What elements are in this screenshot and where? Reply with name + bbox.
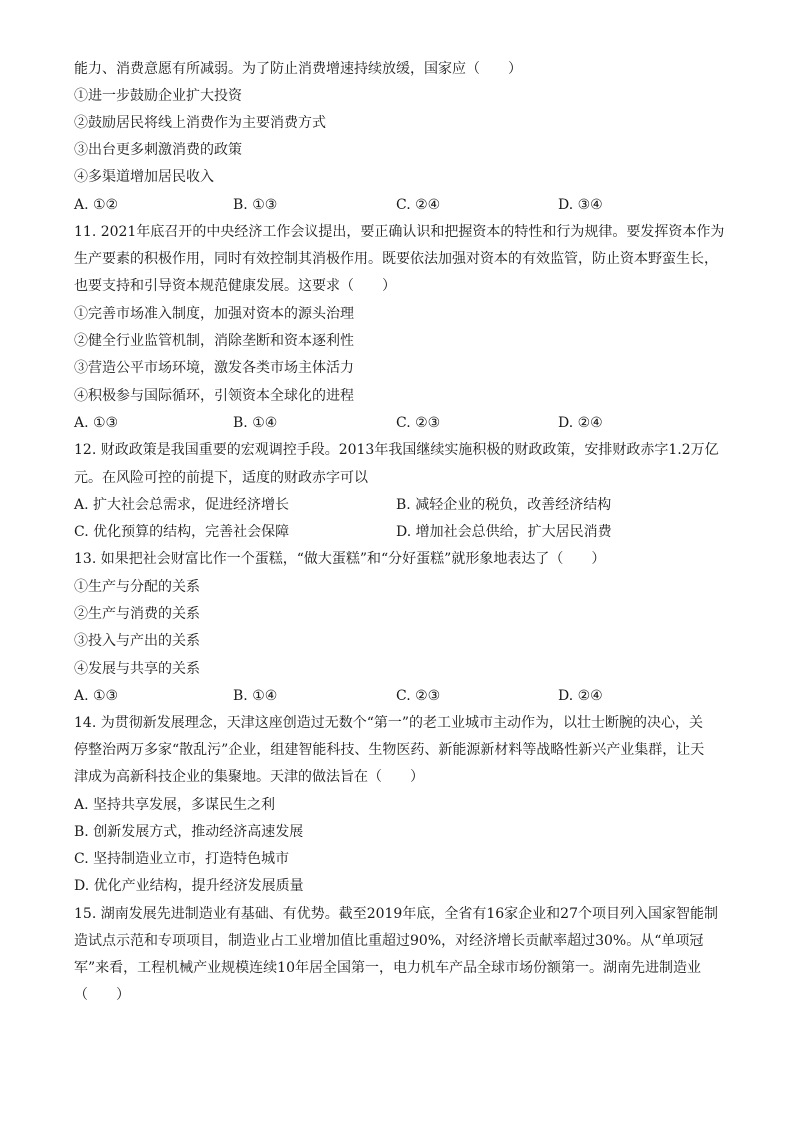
q10-item-3: ③出台更多刺激消费的政策	[74, 142, 242, 158]
q11-stem-line-1: 11. 2021年底召开的中央经济工作会议提出，要正确认识和把握资本的特性和行为规律。要发挥资本作为	[74, 224, 724, 240]
q12-option-a: A. 扩大社会总需求，促进经济增长	[74, 497, 290, 513]
q10-option-a: A. ①②	[74, 197, 119, 213]
q11-option-a: A. ①③	[74, 415, 119, 431]
q11-stem-line-2: 生产要素的积极作用，同时有效控制其消极作用。既要依法加强对资本的有效监管，防止资本野蛮生长，	[74, 251, 718, 267]
q11-item-4: ④积极参与国际循环，引领资本全球化的进程	[74, 388, 354, 404]
q12-stem-line-2: 元。在风险可控的前提下，适度的财政赤字可以	[74, 470, 368, 486]
q13-item-4: ④发展与共享的关系	[74, 661, 200, 677]
q10-stem-line: 能力、消费意愿有所减弱。为了防止消费增速持续放缓，国家应（ ）	[74, 61, 522, 77]
q11-item-3: ③营造公平市场环境，激发各类市场主体活力	[74, 360, 354, 376]
q10-option-c: C. ②④	[396, 197, 441, 213]
q14-stem-line-2: 停整治两万多家“散乱污”企业，组建智能科技、生物医药、新能源新材料等战略性新兴产业集群，让天	[74, 742, 705, 758]
q12-option-c: C. 优化预算的结构，完善社会保障	[74, 524, 290, 540]
q15-stem-line-4: （ ）	[74, 987, 130, 1003]
q13-item-1: ①生产与分配的关系	[74, 579, 200, 595]
q12-option-d: D. 增加社会总供给，扩大居民消费	[396, 524, 612, 540]
q11-stem-line-3: 也要支持和引导资本规范健康发展。这要求（ ）	[74, 278, 396, 294]
q10-item-2: ②鼓励居民将线上消费作为主要消费方式	[74, 115, 326, 131]
q10-item-4: ④多渠道增加居民收入	[74, 169, 214, 185]
q13-item-2: ②生产与消费的关系	[74, 606, 200, 622]
q14-option-c: C. 坚持制造业立市，打造特色城市	[74, 851, 290, 867]
q13-stem-line: 13. 如果把社会财富比作一个蛋糕，“做大蛋糕”和“分好蛋糕”就形象地表达了（ ）	[74, 551, 606, 567]
q13-option-a: A. ①③	[74, 688, 119, 704]
q15-stem-line-3: 军”来看，工程机械产业规模连续10年居全国第一，电力机车产品全球市场份额第一。湖南先进制造业	[74, 960, 701, 976]
q10-option-b: B. ①③	[233, 197, 278, 213]
q12-stem-line-1: 12. 财政政策是我国重要的宏观调控手段。2013年我国继续实施积极的财政政策，安排财政赤字1.2万亿	[74, 442, 719, 458]
q11-option-c: C. ②③	[396, 415, 441, 431]
q12-option-b: B. 减轻企业的税负，改善经济结构	[396, 497, 612, 513]
q11-item-1: ①完善市场准入制度，加强对资本的源头治理	[74, 306, 354, 322]
q14-option-d: D. 优化产业结构，提升经济发展质量	[74, 878, 304, 894]
q15-stem-line-2: 造试点示范和专项项目，制造业占工业增加值比重超过90%，对经济增长贡献率超过30%。从“单项冠	[74, 933, 704, 949]
q11-option-b: B. ①④	[233, 415, 278, 431]
q14-option-a: A. 坚持共享发展，多谋民生之利	[74, 797, 276, 813]
q11-item-2: ②健全行业监管机制，消除垄断和资本逐利性	[74, 333, 354, 349]
q10-option-d: D. ③④	[558, 197, 603, 213]
q13-option-b: B. ①④	[233, 688, 278, 704]
q14-stem-line-3: 津成为高新科技企业的集聚地。天津的做法旨在（ ）	[74, 769, 424, 785]
q13-option-d: D. ②④	[558, 688, 603, 704]
q15-stem-line-1: 15. 湖南发展先进制造业有基础、有优势。截至2019年底，全省有16家企业和27个项目列入国家智能制	[74, 906, 718, 922]
q11-option-d: D. ②④	[558, 415, 603, 431]
q13-item-3: ③投入与产出的关系	[74, 633, 200, 649]
q14-stem-line-1: 14. 为贯彻新发展理念，天津这座创造过无数个“第一”的老工业城市主动作为，以壮士断腕的决心，关	[74, 715, 704, 731]
q10-item-1: ①进一步鼓励企业扩大投资	[74, 88, 242, 104]
q14-option-b: B. 创新发展方式，推动经济高速发展	[74, 824, 304, 840]
q13-option-c: C. ②③	[396, 688, 441, 704]
